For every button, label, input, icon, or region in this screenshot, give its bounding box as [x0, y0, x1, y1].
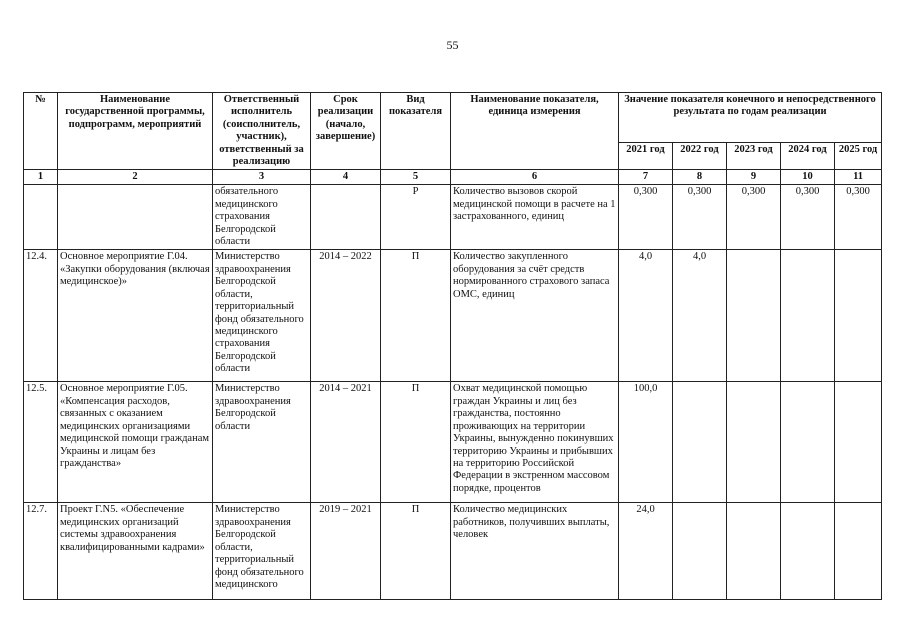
row-value: 100,0	[619, 382, 673, 503]
row-num: 12.7.	[24, 503, 58, 600]
row-name: Проект Г.N5. «Обеспечение медицинских организаций системы здравоохранения квалифицированными кадрами»	[58, 503, 213, 600]
row-value	[835, 503, 882, 600]
row-term: 2019 – 2021	[311, 503, 381, 600]
column-number: 8	[673, 170, 727, 185]
row-value: 0,300	[781, 185, 835, 250]
row-value: 4,0	[673, 250, 727, 382]
row-type: Р	[381, 185, 451, 250]
row-value: 4,0	[619, 250, 673, 382]
row-term: 2014 – 2021	[311, 382, 381, 503]
row-indicator: Охват медицинской помощью граждан Украины и лиц без гражданства, постоянно проживающих на территории Украины, вынужденно покинувших территорию Украины и прибывших на территорию Российской Федерации в экстренном массовом порядке, процентов	[451, 382, 619, 503]
column-numbers-row	[24, 170, 882, 185]
column-number: 2	[58, 170, 213, 185]
column-number: 10	[781, 170, 835, 185]
row-name	[58, 185, 213, 250]
row-value	[781, 382, 835, 503]
header-year: 2022 год	[673, 142, 727, 170]
header-term: Срок реализации (начало, завершение)	[311, 93, 381, 170]
row-value: 0,300	[835, 185, 882, 250]
row-value: 0,300	[727, 185, 781, 250]
header-year: 2024 год	[781, 142, 835, 170]
page-number: 55	[446, 38, 459, 52]
header-num: №	[24, 93, 58, 170]
row-executor: Министерство здравоохранения Белгородской области, территориальный фонд обязательного медицинского	[213, 503, 311, 600]
row-num: 12.4.	[24, 250, 58, 382]
header-type: Вид показателя	[381, 93, 451, 170]
row-value	[781, 250, 835, 382]
row-num	[24, 185, 58, 250]
header-name: Наименование государственной программы, подпрограмм, мероприятий	[58, 93, 213, 170]
column-number: 1	[24, 170, 58, 185]
indicators-table	[23, 92, 882, 600]
column-number: 4	[311, 170, 381, 185]
row-name: Основное мероприятие Г.04. «Закупки оборудования (включая медицинское)»	[58, 250, 213, 382]
header-row	[24, 93, 882, 143]
row-value	[781, 503, 835, 600]
row-value	[727, 250, 781, 382]
column-number: 11	[835, 170, 882, 185]
row-type: П	[381, 250, 451, 382]
column-number: 9	[727, 170, 781, 185]
table-row	[24, 250, 882, 382]
header-year: 2023 год	[727, 142, 781, 170]
header-indicator: Наименование показателя, единица измерения	[451, 93, 619, 170]
table-row	[24, 382, 882, 503]
row-value	[727, 503, 781, 600]
row-executor: обязательного медицинского страхования Белгородской области	[213, 185, 311, 250]
column-number: 7	[619, 170, 673, 185]
header-year: 2025 год	[835, 142, 882, 170]
column-number: 5	[381, 170, 451, 185]
header-executor: Ответственный исполнитель (соисполнитель, участник), ответственный за реализацию	[213, 93, 311, 170]
row-value	[835, 250, 882, 382]
column-number: 6	[451, 170, 619, 185]
row-value	[727, 382, 781, 503]
row-indicator: Количество медицинских работников, получивших выплаты, человек	[451, 503, 619, 600]
row-value	[835, 382, 882, 503]
row-name: Основное мероприятие Г.05. «Компенсация расходов, связанных с оказанием медицинских организациями медицинской помощи гражданам Украины и лицам без гражданства»	[58, 382, 213, 503]
row-type: П	[381, 503, 451, 600]
header-year: 2021 год	[619, 142, 673, 170]
header-values-group: Значение показателя конечного и непосредственного результата по годам реализации	[619, 93, 882, 143]
table-row	[24, 185, 882, 250]
row-indicator: Количество вызовов скорой медицинской помощи в расчете на 1 застрахованного, единиц	[451, 185, 619, 250]
row-executor: Министерство здравоохранения Белгородской области, территориальный фонд обязательного медицинского страхования Белгородской области	[213, 250, 311, 382]
row-value: 0,300	[673, 185, 727, 250]
row-indicator: Количество закупленного оборудования за счёт средств нормированного страхового запаса ОМС, единиц	[451, 250, 619, 382]
row-executor: Министерство здравоохранения Белгородской области	[213, 382, 311, 503]
column-number: 3	[213, 170, 311, 185]
table-row	[24, 503, 882, 600]
row-value	[673, 503, 727, 600]
row-value	[673, 382, 727, 503]
row-term	[311, 185, 381, 250]
row-value: 0,300	[619, 185, 673, 250]
row-value: 24,0	[619, 503, 673, 600]
row-type: П	[381, 382, 451, 503]
row-num: 12.5.	[24, 382, 58, 503]
row-term: 2014 – 2022	[311, 250, 381, 382]
